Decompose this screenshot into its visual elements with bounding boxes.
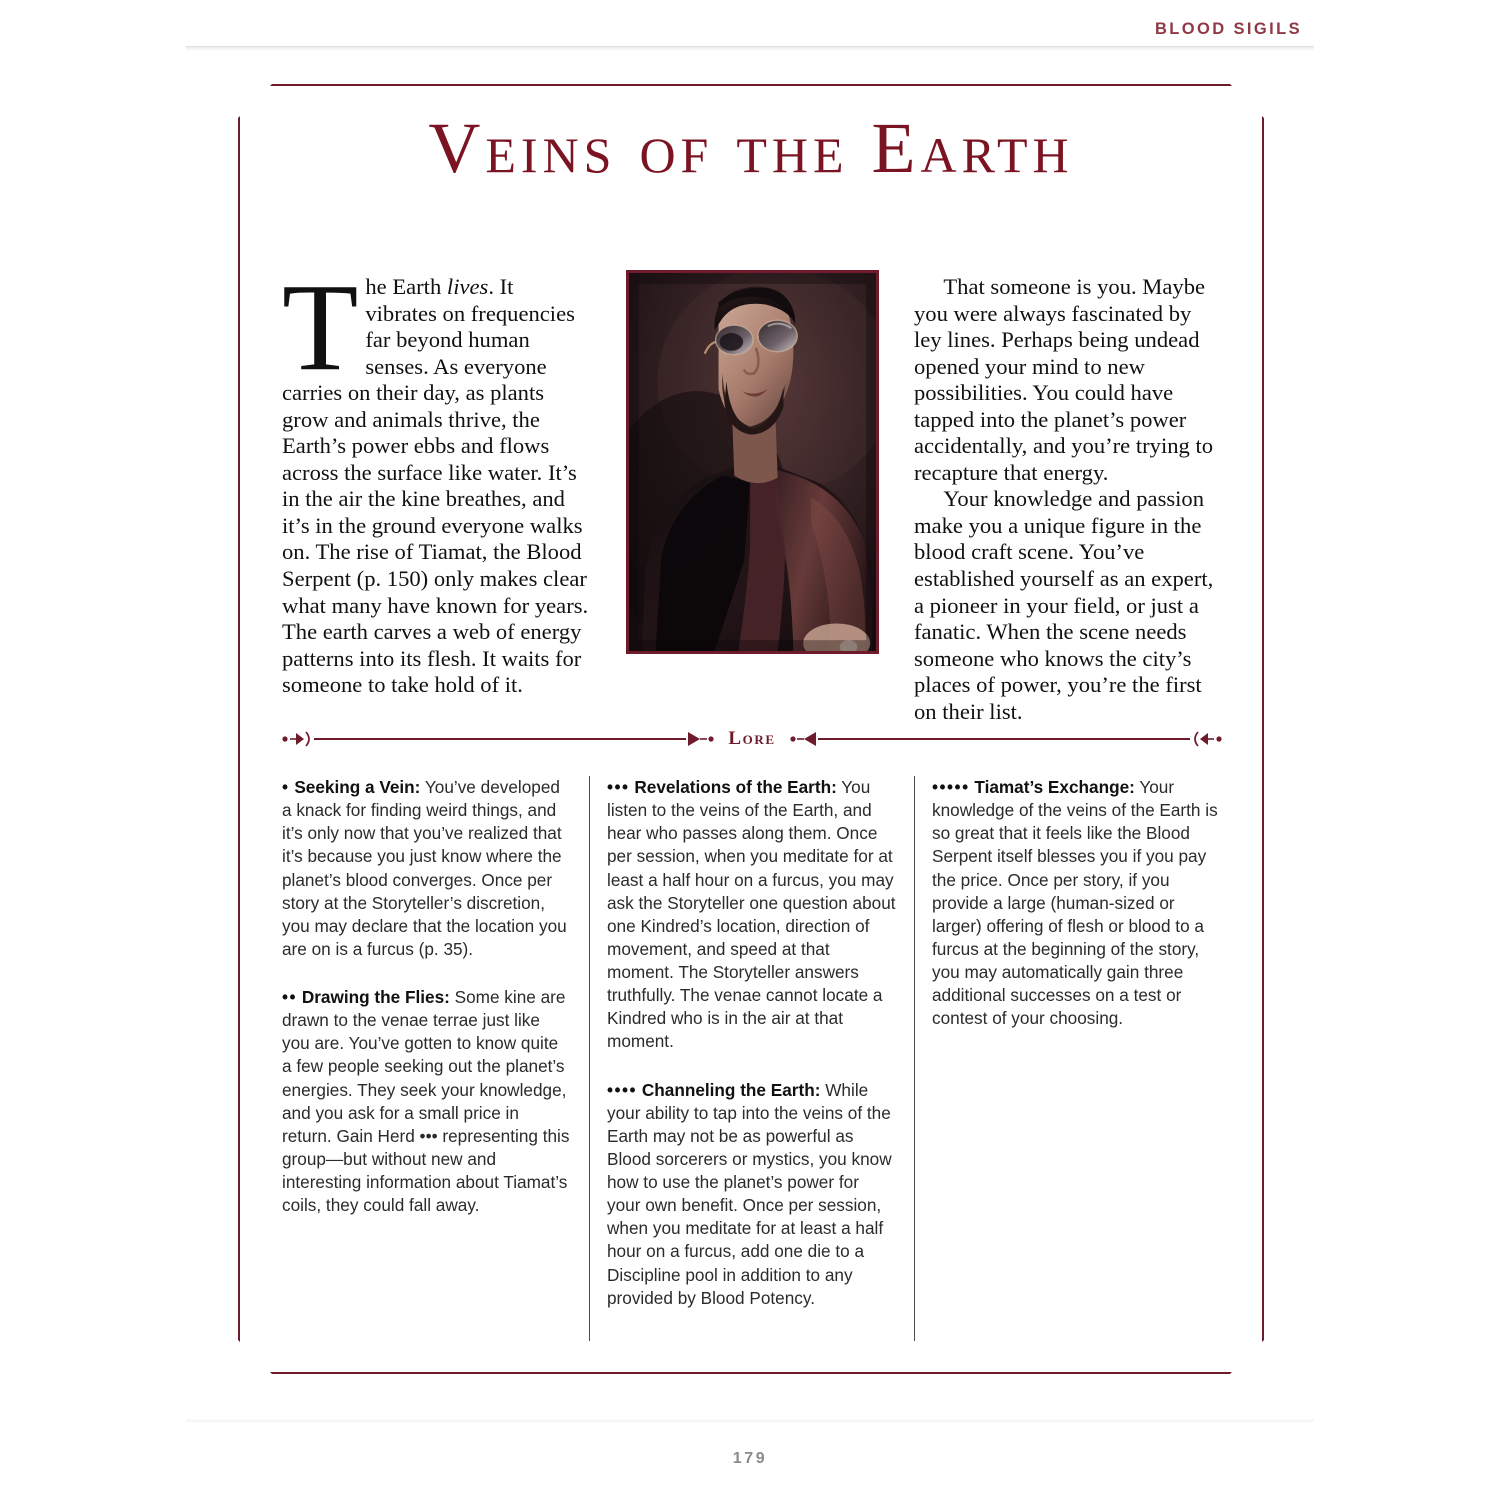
dot-rating: ••• bbox=[607, 777, 630, 797]
divider-right-end-ornament bbox=[1190, 730, 1222, 748]
lore-entry-name: Channeling the Earth: bbox=[641, 1079, 821, 1100]
intro-left-lead: he Earth bbox=[365, 274, 447, 299]
portrait-artwork bbox=[629, 273, 876, 651]
page-number: 179 bbox=[732, 1450, 768, 1467]
lore-entry bbox=[932, 776, 1222, 1030]
lore-entry-text: You’ve developed a knack for finding weird things, and it’s only now that you’ve realized that it’s because you just know where the planet’s blood converges. Once per story at the Storyteller’s discretion, you may declare that the location you are on is a furcus (p. 35). bbox=[282, 777, 567, 959]
lore-entry bbox=[282, 986, 572, 1217]
lore-entry-text: Some kine are drawn to the venae terrae just like you are. You’ve gotten to know quite a few people seeking out the planet’s energies. They seek your knowledge, and you ask for a small price in return. Gain Herd ••• representing this group—but without new and interesting information about Tiamat’s coils, they could fall away. bbox=[282, 987, 570, 1216]
divider-left-arrowhead-icon bbox=[686, 730, 716, 748]
lore-columns bbox=[282, 776, 1222, 1336]
dot-rating: • bbox=[282, 777, 290, 797]
column-rule bbox=[589, 776, 591, 1341]
lore-entry bbox=[607, 1079, 897, 1310]
divider-rule-right bbox=[818, 738, 1190, 740]
divider-left-end-ornament bbox=[282, 730, 314, 748]
column-rule bbox=[914, 776, 916, 1341]
lore-column-3 bbox=[932, 776, 1222, 1336]
portrait-illustration bbox=[626, 270, 879, 654]
lore-entry-name: Revelations of the Earth: bbox=[634, 777, 837, 797]
lore-column-2 bbox=[607, 776, 897, 1336]
lore-entry bbox=[607, 776, 897, 1054]
divider-right-arrowhead-icon bbox=[788, 730, 818, 748]
intro-left-italic: lives bbox=[446, 274, 489, 299]
header-rule bbox=[186, 46, 1314, 51]
dot-rating: ••••• bbox=[932, 777, 970, 797]
lore-entry-text: Your knowledge of the veins of the Earth is so great that it feels like the Blood Serpent itself blesses you if you pay the price. Once per story, if you provide a large (human-sized or larger) offering of flesh or blood to a furcus at the beginning of the story, you may automatically gain three additional successes on a test or contest of your choosing. bbox=[932, 777, 1218, 1029]
running-head: BLOOD SIGILS bbox=[1154, 20, 1302, 38]
dot-rating: •• bbox=[282, 987, 298, 1007]
intro-right-paragraph-1: That someone is you. Maybe you were always fascinated by ley lines. Perhaps being undead opened your mind to new possibilities. You could have tapped into the planet’s power accidentally, and you’re trying to recapture that energy. bbox=[914, 274, 1214, 485]
lore-entry-text: You listen to the veins of the Earth, and hear who passes along them. Once per session, when you meditate for at least a half hour on a furcus, you may ask the Storyteller one question about one Kindred’s location, direction of movement, and speed at that moment. The Storyteller answers truthfully. The venae cannot locate a Kindred who is in the air at that moment. bbox=[607, 777, 896, 1052]
intro-left-tail: . It vibrates on frequencies far beyond human senses. As everyone carries on their day, as plants grow and animals thrive, the Earth’s power ebbs and flows across the surface like water. It’s in the air the kine breathes, and it’s in the ground everyone walks on. The rise of Tiamat, the Blood Serpent (p. 150) only makes clear what many have known for years. The earth carves a web of energy patterns into its flesh. It waits for someone to take hold of it. bbox=[282, 274, 589, 698]
column-divider-1 bbox=[572, 776, 607, 1336]
page-content bbox=[238, 84, 1264, 1374]
divider-label: Lore bbox=[728, 728, 776, 749]
lore-entry-name: Drawing the Flies: bbox=[301, 987, 450, 1007]
lore-column-1 bbox=[282, 776, 572, 1336]
lore-entry bbox=[282, 776, 572, 961]
dot-rating: •••• bbox=[607, 1079, 638, 1100]
intro-right-paragraph-2: Your knowledge and passion make you a unique figure in the blood craft scene. You’ve established yourself as an expert, a pioneer in your field, or just a fanatic. When the scene needs someone who knows the city’s places of power, you’re the first on their list. bbox=[914, 486, 1214, 724]
footer-rule bbox=[186, 1418, 1314, 1422]
page-title: Veins of the Earth bbox=[428, 108, 1074, 188]
lore-entry-name: Tiamat’s Exchange: bbox=[974, 777, 1135, 797]
lore-entry-text: While your ability to tap into the veins of the Earth may not be as powerful as Blood sorcerers or mystics, you know how to use the planet’s power for your own benefit. Once per session, when you meditate for at least a half hour on a furcus, add one die to a Discipline pool in addition to any provided by Blood Potency. bbox=[607, 1079, 892, 1308]
lore-entry-name: Seeking a Vein: bbox=[294, 777, 421, 797]
drop-cap: T bbox=[282, 259, 359, 397]
intro-column-left bbox=[282, 259, 590, 699]
lore-section-divider bbox=[282, 724, 1222, 754]
column-divider-2 bbox=[897, 776, 932, 1336]
divider-rule-left bbox=[314, 738, 686, 740]
intro-paragraph-left bbox=[282, 259, 590, 699]
intro-column-right bbox=[914, 274, 1222, 725]
